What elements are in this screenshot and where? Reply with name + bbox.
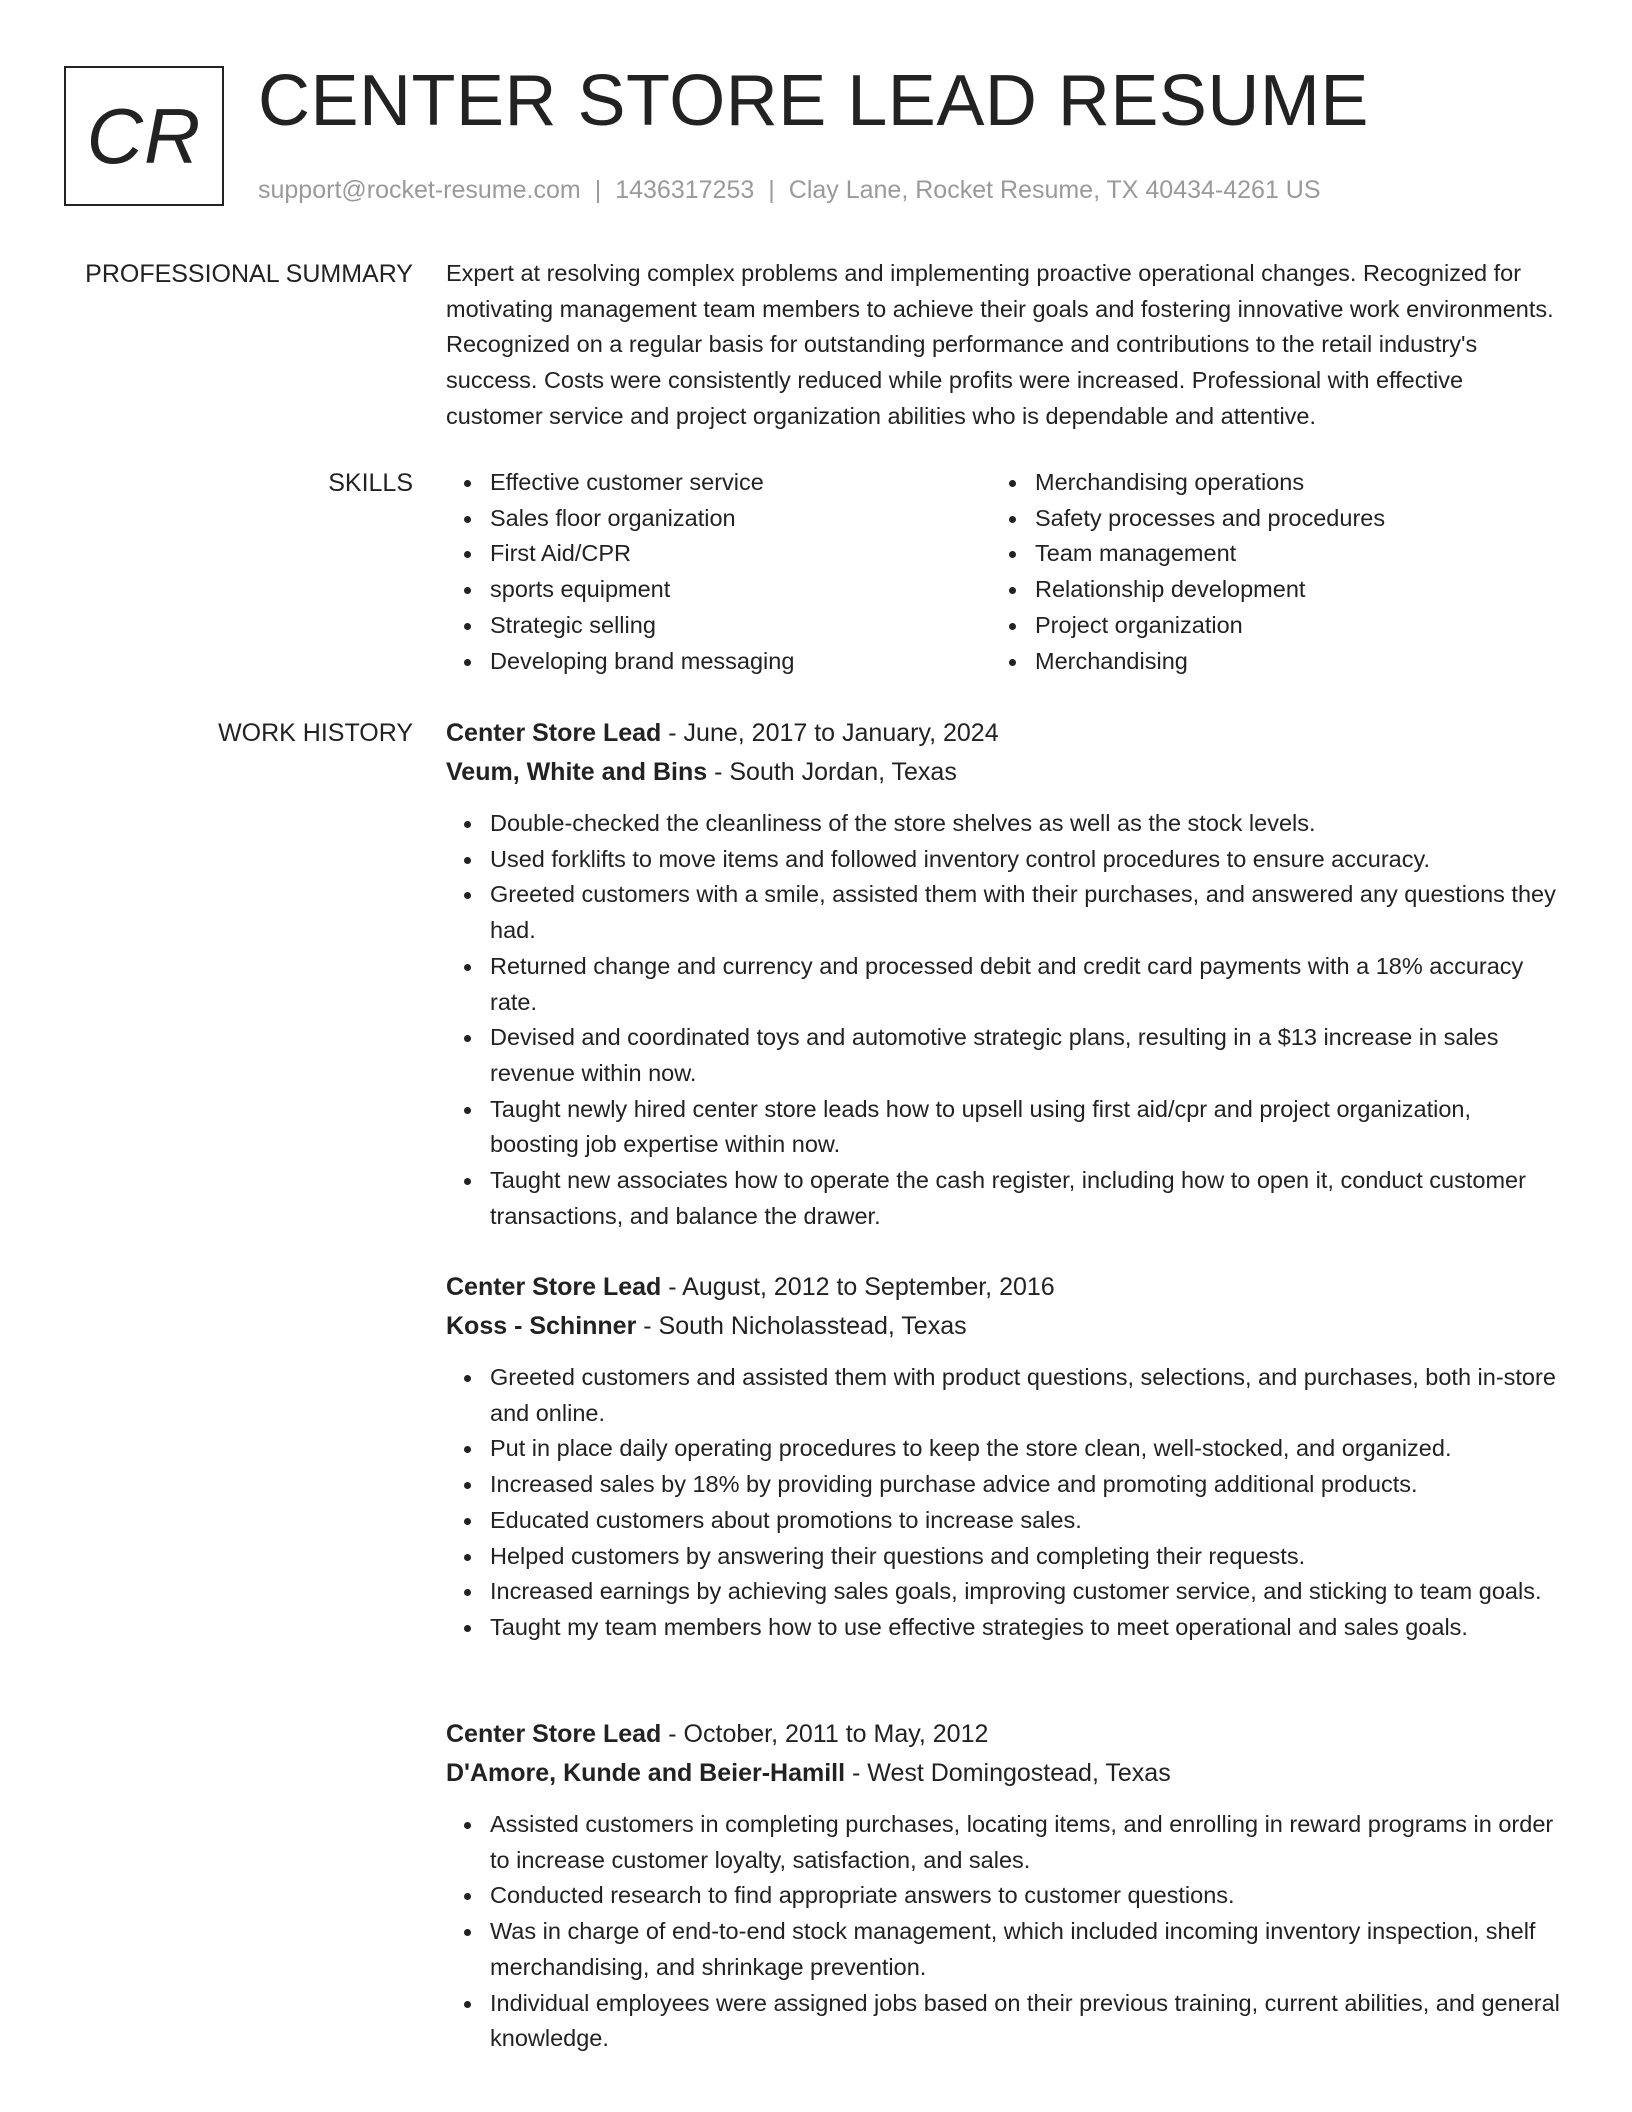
skill-item: Merchandising operations [991, 465, 1531, 501]
job-duty: Returned change and currency and processed debit and credit card payments with a 18% accuracy rate. [446, 949, 1564, 1020]
job-title: Center Store Lead [446, 719, 662, 747]
job-duty: Educated customers about promotions to increase sales. [446, 1503, 1564, 1539]
resume-title: CENTER STORE LEAD RESUME [258, 61, 1369, 141]
job-location: - West Domingostead, Texas [845, 1759, 1171, 1787]
skill-item: sports equipment [446, 572, 986, 608]
job-duties [446, 1807, 1564, 2057]
job-duty: Increased earnings by achieving sales goals, improving customer service, and sticking to team goals. [446, 1574, 1564, 1610]
job-duties [446, 1360, 1564, 1646]
skill-item: Effective customer service [446, 465, 986, 501]
job-company: Koss - Schinner [446, 1312, 637, 1340]
skills-column-left [446, 465, 986, 679]
skill-item: Strategic selling [446, 608, 986, 644]
job-title: Center Store Lead [446, 1720, 662, 1748]
monogram-logo: CR [64, 66, 224, 206]
job-duty: Greeted customers and assisted them with product questions, selections, and purchases, both in-store and online. [446, 1360, 1564, 1431]
skill-item: Project organization [991, 608, 1531, 644]
job-duties [446, 806, 1564, 1234]
job-company-line [446, 753, 1564, 792]
skill-item: Relationship development [991, 572, 1531, 608]
job-duty: Devised and coordinated toys and automotive strategic plans, resulting in a $13 increase in sales revenue within now. [446, 1020, 1564, 1091]
job-dates: - October, 2011 to May, 2012 [661, 1720, 989, 1748]
skill-item: Merchandising [991, 644, 1531, 680]
job-duty: Conducted research to find appropriate answers to customer questions. [446, 1878, 1564, 1914]
job-entry [446, 714, 1564, 1234]
job-duty: Assisted customers in completing purchases, locating items, and enrolling in reward programs in order to increase customer loyalty, satisfaction, and sales. [446, 1807, 1564, 1878]
skill-item: Team management [991, 536, 1531, 572]
contact-address: Clay Lane, Rocket Resume, TX 40434-4261 US [788, 176, 1321, 204]
summary-heading: PROFESSIONAL SUMMARY [85, 260, 413, 288]
job-duty: Taught new associates how to operate the cash register, including how to open it, conduct customer transactions, and balance the drawer. [446, 1163, 1564, 1234]
job-duty: Increased sales by 18% by providing purchase advice and promoting additional products. [446, 1467, 1564, 1503]
contact-line [258, 172, 1321, 208]
job-title-line [446, 1268, 1564, 1307]
skills-heading: SKILLS [328, 469, 413, 497]
job-duty: Was in charge of end-to-end stock management, which included incoming inventory inspection, shelf merchandising, and shrinkage prevention. [446, 1914, 1564, 1985]
job-title-line [446, 714, 1564, 753]
skill-item: Safety processes and procedures [991, 501, 1531, 537]
job-dates: - August, 2012 to September, 2016 [661, 1273, 1055, 1301]
summary-text: Expert at resolving complex problems and implementing proactive operational changes. Recognized for motivating management team members to achieve their goals and fostering innovative work environments. Recognized on a regular basis for outstanding performance and contributions to the retail industry's success. Costs were consistently reduced while profits were increased. Professional with effective customer service and project organization abilities who is dependable and attentive. [446, 260, 1554, 429]
job-duty: Helped customers by answering their questions and completing their requests. [446, 1539, 1564, 1575]
skill-item: First Aid/CPR [446, 536, 986, 572]
job-duty: Double-checked the cleanliness of the store shelves as well as the stock levels. [446, 806, 1564, 842]
job-duty: Taught my team members how to use effective strategies to meet operational and sales goals. [446, 1610, 1564, 1646]
job-duty: Greeted customers with a smile, assisted them with their purchases, and answered any questions they had. [446, 877, 1564, 948]
work-history-heading: WORK HISTORY [218, 719, 413, 747]
job-company-line [446, 1754, 1564, 1793]
skill-item: Developing brand messaging [446, 644, 986, 680]
job-company-line [446, 1307, 1564, 1346]
job-dates: - June, 2017 to January, 2024 [661, 719, 999, 747]
job-company: D'Amore, Kunde and Beier-Hamill [446, 1759, 846, 1787]
contact-email: support@rocket-resume.com [258, 176, 581, 204]
job-duty: Used forklifts to move items and followed inventory control procedures to ensure accuracy. [446, 842, 1564, 878]
job-company: Veum, White and Bins [446, 758, 708, 786]
job-location: - South Nicholasstead, Texas [636, 1312, 967, 1340]
job-entry [446, 1715, 1564, 2057]
skill-item: Sales floor organization [446, 501, 986, 537]
contact-phone: 1436317253 [615, 176, 755, 204]
job-entry [446, 1268, 1564, 1646]
contact-separator: | [594, 176, 602, 204]
job-location: - South Jordan, Texas [707, 758, 957, 786]
job-duty: Taught newly hired center store leads how to upsell using first aid/cpr and project organization, boosting job expertise within now. [446, 1092, 1564, 1163]
job-title-line [446, 1715, 1564, 1754]
job-title: Center Store Lead [446, 1273, 662, 1301]
job-duty: Put in place daily operating procedures to keep the store clean, well-stocked, and organized. [446, 1431, 1564, 1467]
job-duty: Individual employees were assigned jobs based on their previous training, current abilities, and general knowledge. [446, 1986, 1564, 2057]
contact-separator: | [768, 176, 775, 204]
skills-column-right [991, 465, 1531, 679]
